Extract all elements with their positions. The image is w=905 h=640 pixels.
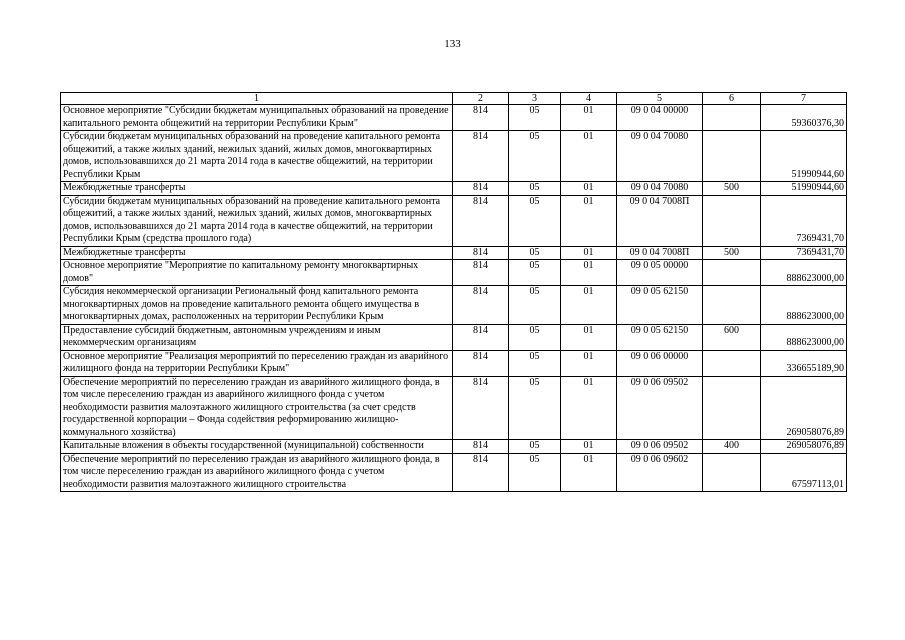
subsection-code-cell: 01 bbox=[561, 260, 617, 286]
target-article-cell: 09 0 06 00000 bbox=[617, 350, 703, 376]
expense-type-cell: 600 bbox=[703, 324, 761, 350]
ministry-code-cell: 814 bbox=[453, 376, 509, 440]
ministry-code-cell: 814 bbox=[453, 324, 509, 350]
amount-cell: 888623000,00 bbox=[761, 324, 847, 350]
expense-type-cell bbox=[703, 376, 761, 440]
amount-cell: 269058076,89 bbox=[761, 376, 847, 440]
table-row bbox=[61, 376, 847, 440]
table-header-row bbox=[61, 93, 847, 105]
item-name-cell: Обеспечение мероприятий по переселению граждан из аварийного жилищного фонда, в том числе переселению граждан из аварийного жилищного фонда с учетом необходимости развития малоэтажного жилищного строительства bbox=[61, 453, 453, 492]
ministry-code-cell: 814 bbox=[453, 350, 509, 376]
ministry-code-cell: 814 bbox=[453, 260, 509, 286]
item-name-cell: Межбюджетные трансферты bbox=[61, 182, 453, 196]
subsection-code-cell: 01 bbox=[561, 131, 617, 182]
item-name-cell: Предоставление субсидий бюджетным, автономным учреждениям и иным некоммерческим организациям bbox=[61, 324, 453, 350]
section-code-cell: 05 bbox=[509, 376, 561, 440]
target-article-cell: 09 0 04 70080 bbox=[617, 182, 703, 196]
subsection-code-cell: 01 bbox=[561, 376, 617, 440]
subsection-code-cell: 01 bbox=[561, 453, 617, 492]
table-row bbox=[61, 440, 847, 454]
subsection-code-cell: 01 bbox=[561, 105, 617, 131]
item-name-cell: Субсидия некоммерческой организации Региональный фонд капитального ремонта многоквартирных домов на проведение капитального ремонта общего имущества в многоквартирных домах, расположенных на территории Республики Крым bbox=[61, 286, 453, 325]
item-name-cell: Субсидии бюджетам муниципальных образований на проведение капитального ремонта общежитий, а также жилых зданий, нежилых зданий, жилых домов, многоквартирных домов, использовавшихся до 21 марта 2014 года в качестве общежитий, на территории Республики Крым bbox=[61, 131, 453, 182]
item-name-cell: Субсидии бюджетам муниципальных образований на проведение капитального ремонта общежитий, а также жилых зданий, нежилых зданий, жилых домов, многоквартирных домов, использовавшихся до 21 марта 2014 года в качестве общежитий, на территории Республики Крым (средства прошлого года) bbox=[61, 195, 453, 246]
budget-table bbox=[60, 92, 847, 492]
amount-cell: 7369431,70 bbox=[761, 195, 847, 246]
expense-type-cell bbox=[703, 260, 761, 286]
table-row bbox=[61, 131, 847, 182]
target-article-cell: 09 0 04 7008П bbox=[617, 246, 703, 260]
expense-type-cell bbox=[703, 105, 761, 131]
column-header: 7 bbox=[761, 93, 847, 105]
section-code-cell: 05 bbox=[509, 246, 561, 260]
ministry-code-cell: 814 bbox=[453, 131, 509, 182]
target-article-cell: 09 0 04 00000 bbox=[617, 105, 703, 131]
ministry-code-cell: 814 bbox=[453, 195, 509, 246]
expense-type-cell: 500 bbox=[703, 246, 761, 260]
amount-cell: 888623000,00 bbox=[761, 260, 847, 286]
table-row bbox=[61, 195, 847, 246]
table-row bbox=[61, 324, 847, 350]
ministry-code-cell: 814 bbox=[453, 246, 509, 260]
section-code-cell: 05 bbox=[509, 182, 561, 196]
target-article-cell: 09 0 05 62150 bbox=[617, 286, 703, 325]
item-name-cell: Межбюджетные трансферты bbox=[61, 246, 453, 260]
table-row bbox=[61, 246, 847, 260]
expense-type-cell: 400 bbox=[703, 440, 761, 454]
amount-cell: 51990944,60 bbox=[761, 131, 847, 182]
target-article-cell: 09 0 05 00000 bbox=[617, 260, 703, 286]
subsection-code-cell: 01 bbox=[561, 286, 617, 325]
target-article-cell: 09 0 04 7008П bbox=[617, 195, 703, 246]
item-name-cell: Обеспечение мероприятий по переселению граждан из аварийного жилищного фонда, в том числе переселению граждан из аварийного жилищного фонда с учетом необходимости развития малоэтажного жилищного строительства (за счет средств государственной корпорации – Фонда содействия реформированию жилищно-коммунального хозяйства) bbox=[61, 376, 453, 440]
section-code-cell: 05 bbox=[509, 260, 561, 286]
expense-type-cell: 500 bbox=[703, 182, 761, 196]
subsection-code-cell: 01 bbox=[561, 440, 617, 454]
amount-cell: 51990944,60 bbox=[761, 182, 847, 196]
item-name-cell: Основное мероприятие "Субсидии бюджетам муниципальных образований на проведение капитального ремонта общежитий на территории Республики Крым" bbox=[61, 105, 453, 131]
page-number: 133 bbox=[444, 38, 461, 50]
table-row bbox=[61, 453, 847, 492]
ministry-code-cell: 814 bbox=[453, 453, 509, 492]
subsection-code-cell: 01 bbox=[561, 350, 617, 376]
expense-type-cell bbox=[703, 195, 761, 246]
item-name-cell: Основное мероприятие "Реализация мероприятий по переселению граждан из аварийного жилищного фонда на территории Республики Крым" bbox=[61, 350, 453, 376]
item-name-cell: Капитальные вложения в объекты государственной (муниципальной) собственности bbox=[61, 440, 453, 454]
table-row bbox=[61, 260, 847, 286]
ministry-code-cell: 814 bbox=[453, 440, 509, 454]
amount-cell: 336655189,90 bbox=[761, 350, 847, 376]
amount-cell: 59360376,30 bbox=[761, 105, 847, 131]
section-code-cell: 05 bbox=[509, 195, 561, 246]
column-header: 1 bbox=[61, 93, 453, 105]
expense-type-cell bbox=[703, 131, 761, 182]
ministry-code-cell: 814 bbox=[453, 286, 509, 325]
subsection-code-cell: 01 bbox=[561, 324, 617, 350]
subsection-code-cell: 01 bbox=[561, 182, 617, 196]
column-header: 4 bbox=[561, 93, 617, 105]
target-article-cell: 09 0 06 09602 bbox=[617, 453, 703, 492]
target-article-cell: 09 0 06 09502 bbox=[617, 440, 703, 454]
target-article-cell: 09 0 06 09502 bbox=[617, 376, 703, 440]
column-header: 2 bbox=[453, 93, 509, 105]
column-header: 5 bbox=[617, 93, 703, 105]
table-row bbox=[61, 105, 847, 131]
amount-cell: 888623000,00 bbox=[761, 286, 847, 325]
expense-type-cell bbox=[703, 453, 761, 492]
item-name-cell: Основное мероприятие "Мероприятие по капитальному ремонту многоквартирных домов" bbox=[61, 260, 453, 286]
section-code-cell: 05 bbox=[509, 350, 561, 376]
expense-type-cell bbox=[703, 350, 761, 376]
section-code-cell: 05 bbox=[509, 453, 561, 492]
ministry-code-cell: 814 bbox=[453, 105, 509, 131]
target-article-cell: 09 0 04 70080 bbox=[617, 131, 703, 182]
section-code-cell: 05 bbox=[509, 440, 561, 454]
subsection-code-cell: 01 bbox=[561, 195, 617, 246]
amount-cell: 67597113,01 bbox=[761, 453, 847, 492]
amount-cell: 7369431,70 bbox=[761, 246, 847, 260]
section-code-cell: 05 bbox=[509, 131, 561, 182]
ministry-code-cell: 814 bbox=[453, 182, 509, 196]
section-code-cell: 05 bbox=[509, 286, 561, 325]
subsection-code-cell: 01 bbox=[561, 246, 617, 260]
column-header: 3 bbox=[509, 93, 561, 105]
table-row bbox=[61, 350, 847, 376]
target-article-cell: 09 0 05 62150 bbox=[617, 324, 703, 350]
table-row bbox=[61, 286, 847, 325]
amount-cell: 269058076,89 bbox=[761, 440, 847, 454]
table-row bbox=[61, 182, 847, 196]
expense-type-cell bbox=[703, 286, 761, 325]
section-code-cell: 05 bbox=[509, 324, 561, 350]
column-header: 6 bbox=[703, 93, 761, 105]
section-code-cell: 05 bbox=[509, 105, 561, 131]
